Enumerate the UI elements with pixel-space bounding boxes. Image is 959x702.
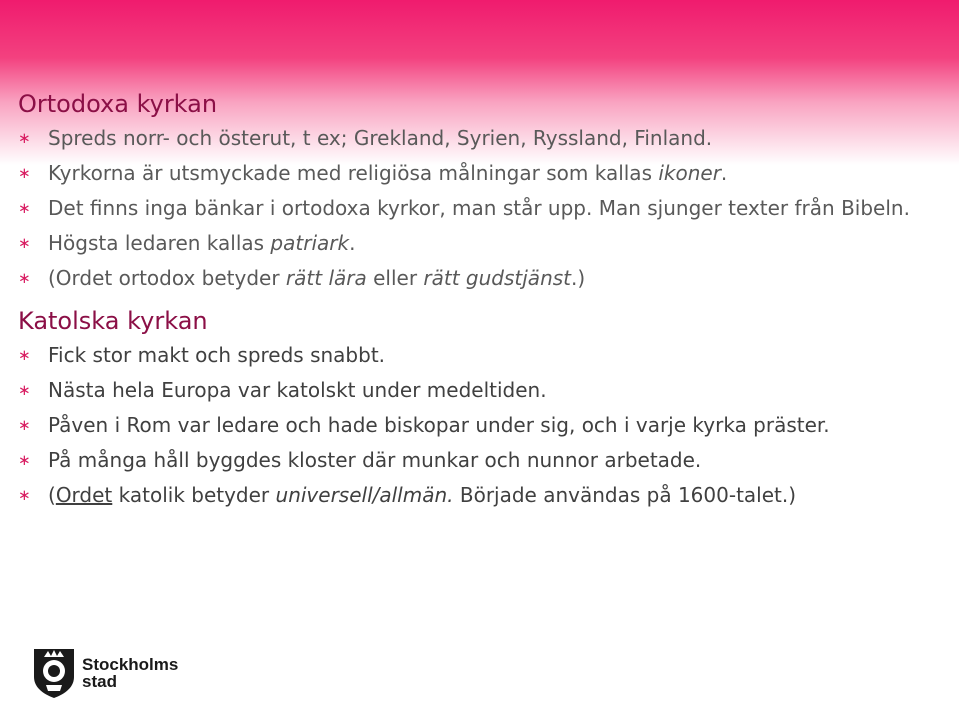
bullet-icon: ∗ xyxy=(18,164,31,182)
list-item: ∗ Nästa hela Europa var katolskt under medeltiden. xyxy=(18,375,943,405)
bullet-icon: ∗ xyxy=(18,234,31,252)
bullet-icon: ∗ xyxy=(18,269,31,287)
heading-ortodoxa-kyrkan: Ortodoxa kyrkan xyxy=(18,90,218,118)
logo-line-2: stad xyxy=(82,672,117,691)
list-item: ∗ Fick stor makt och spreds snabbt. xyxy=(18,340,943,370)
list-item: ∗ (Ordet katolik betyder universell/allmän. Började användas på 1600-talet.) xyxy=(18,480,943,510)
bullet-list-ortodoxa xyxy=(18,123,943,293)
bullet-icon: ∗ xyxy=(18,346,31,364)
bullet-icon: ∗ xyxy=(18,381,31,399)
stockholms-stad-logo xyxy=(32,647,178,699)
bullet-icon: ∗ xyxy=(18,451,31,469)
list-item: ∗ Spreds norr- och österut, t ex; Grekland, Syrien, Ryssland, Finland. xyxy=(18,123,943,153)
list-item: ∗ (Ordet ortodox betyder rätt lära eller rätt gudstjänst.) xyxy=(18,263,943,293)
coat-of-arms-icon xyxy=(32,647,76,699)
list-item: ∗ Påven i Rom var ledare och hade biskopar under sig, och i varje kyrka präster. xyxy=(18,410,943,440)
slide-content xyxy=(18,88,943,515)
list-item: ∗ Högsta ledaren kallas patriark. xyxy=(18,228,943,258)
list-item: ∗ Kyrkorna är utsmyckade med religiösa målningar som kallas ikoner. xyxy=(18,158,943,188)
list-item: ∗ På många håll byggdes kloster där munkar och nunnor arbetade. xyxy=(18,445,943,475)
logo-line-1: Stockholms xyxy=(82,655,179,674)
bullet-icon: ∗ xyxy=(18,486,31,504)
heading-katolska-kyrkan: Katolska kyrkan xyxy=(18,307,208,335)
bullet-icon: ∗ xyxy=(18,416,31,434)
bullet-icon: ∗ xyxy=(18,129,31,147)
bullet-list-katolska xyxy=(18,340,943,510)
underlined-word: Ordet xyxy=(55,483,113,507)
list-item: ∗ Det finns inga bänkar i ortodoxa kyrkor, man står upp. Man sjunger texter från Bibeln. xyxy=(18,193,943,223)
bullet-icon: ∗ xyxy=(18,199,31,217)
